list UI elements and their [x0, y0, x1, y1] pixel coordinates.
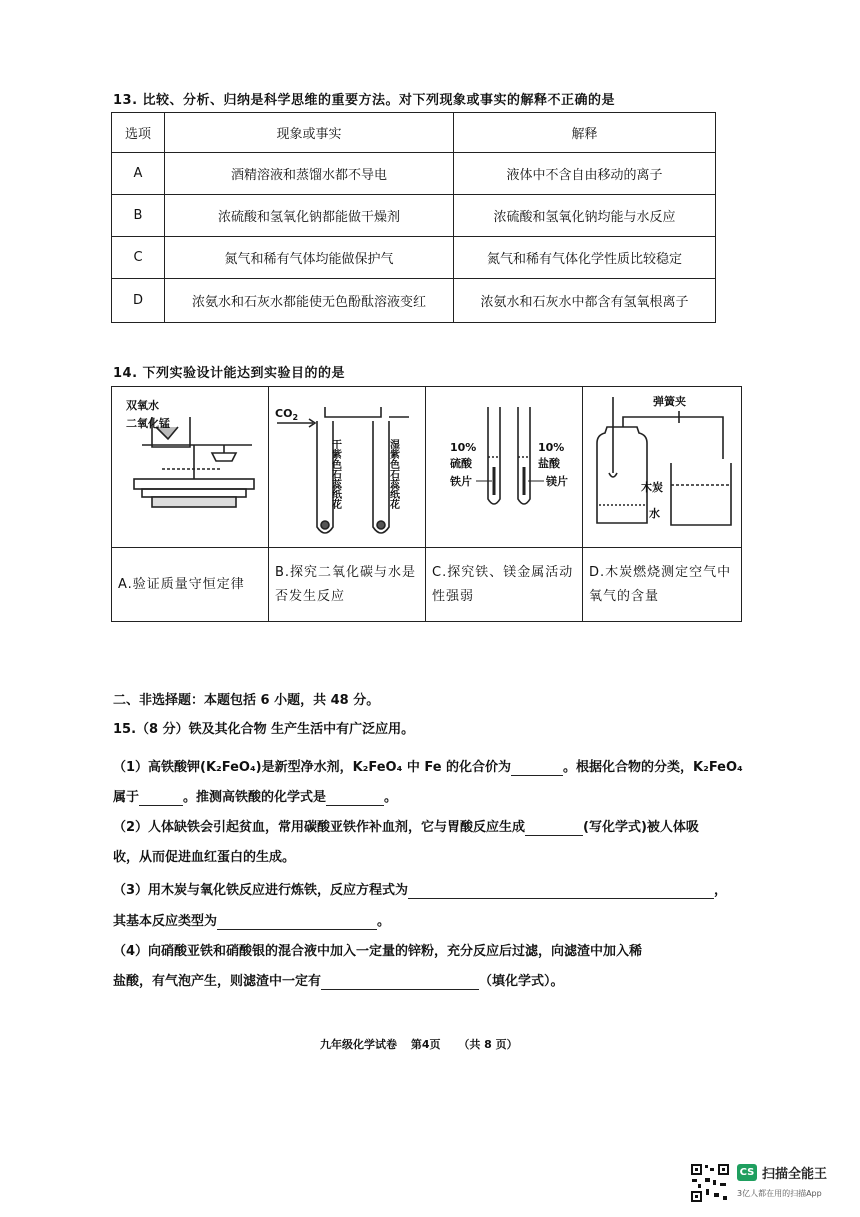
figure-a-cell — [112, 387, 269, 548]
section-heading: 二、非选择题：本题包括 6 小题，共 48 分。 — [113, 693, 380, 708]
answer-blank[interactable] — [217, 917, 377, 930]
answer-blank[interactable] — [511, 763, 563, 776]
label-hydrochloric-acid: 盐酸 — [538, 457, 560, 470]
scanner-tagline: 3亿人都在用的扫描App — [737, 1189, 822, 1198]
label-spring-clip: 弹簧夹 — [653, 395, 686, 408]
q13-table — [111, 112, 716, 323]
label-charcoal: 木炭 — [641, 481, 663, 494]
qr-code-icon — [690, 1163, 730, 1203]
answer-blank[interactable] — [408, 886, 714, 899]
table-row — [112, 279, 716, 323]
header-option: 选项 — [112, 113, 165, 153]
acid-tubes-diagram — [426, 387, 582, 543]
header-reason: 解释 — [454, 113, 716, 153]
label-wet-litmus: 湿紫色石蕊纸花 — [387, 439, 399, 509]
q15-part2-line1 — [113, 820, 699, 836]
co2-tubes-diagram — [269, 387, 425, 543]
scanner-logo-icon: CS — [737, 1164, 757, 1181]
answer-blank[interactable] — [321, 977, 479, 990]
caption-b: B.探究二氧化碳与水是否发生反应 — [269, 548, 426, 622]
p1-text-d: 。推测高铁酸的化学式是 — [183, 790, 327, 805]
label-co2: $CO_2$ — [275, 407, 299, 422]
answer-blank[interactable] — [525, 823, 583, 836]
label-dry-litmus: 干紫色石蕊纸花 — [329, 439, 341, 509]
footer-subject: 九年级化学试卷 — [320, 1038, 397, 1051]
q15-part4-line1: （4）向硝酸亚铁和硝酸银的混合液中加入一定量的锌粉，充分反应后过滤，向滤渣中加入稀 — [113, 944, 643, 959]
row-option: D — [112, 279, 165, 323]
row-option: C — [112, 237, 165, 279]
table-row — [112, 195, 716, 237]
label-sulfuric-acid: 硫酸 — [450, 457, 472, 470]
p3-text-b: ， — [714, 883, 728, 898]
row-fact: 酒精溶液和蒸馏水都不导电 — [165, 153, 454, 195]
balance-diagram — [112, 387, 268, 543]
q15-part2-line2: 收，从而促进血红蛋白的生成。 — [113, 850, 296, 865]
q14-table — [111, 386, 742, 622]
row-option: A — [112, 153, 165, 195]
q13-title: 13. 比较、分析、归纳是科学思维的重要方法。对下列现象或事实的解释不正确的是 — [113, 93, 616, 108]
p1-text-b: 。根据化合物的分类，K₂FeO₄ — [563, 760, 743, 775]
p1-text-c: 属于 — [113, 790, 140, 805]
p3-text-a: （3）用木炭与氧化铁反应进行炼铁，反应方程式为 — [113, 883, 409, 898]
label-right-percent: 10% — [538, 441, 565, 454]
label-hydrogen-peroxide: 双氧水 — [126, 399, 159, 412]
q15-part4-line2 — [113, 974, 564, 990]
scanner-app-name: 扫描全能王 — [762, 1167, 828, 1182]
q15-title: 15.（8 分）铁及其化合物 生产生活中有广泛应用。 — [113, 722, 415, 737]
figure-d-cell — [583, 387, 742, 548]
p4-text-c: （填化学式）。 — [479, 974, 564, 989]
p1-text-e: 。 — [384, 790, 398, 805]
row-fact: 浓硫酸和氢氧化钠都能做干燥剂 — [165, 195, 454, 237]
answer-blank[interactable] — [139, 793, 183, 806]
table-row — [112, 237, 716, 279]
p2-text-a: （2）人体缺铁会引起贫血，常用碳酸亚铁作补血剂，它与胃酸反应生成 — [113, 820, 526, 835]
label-magnesium-piece: 镁片 — [546, 475, 568, 488]
p4-text-b: 盐酸，有气泡产生，则滤渣中一定有 — [113, 974, 322, 989]
label-iron-piece: 铁片 — [450, 475, 472, 488]
row-reason: 浓硫酸和氢氧化钠均能与水反应 — [454, 195, 716, 237]
caption-d: D.木炭燃烧测定空气中氧气的含量 — [583, 548, 742, 622]
table-row — [112, 153, 716, 195]
p2-text-b: (写化学式)被人体吸 — [583, 820, 699, 835]
label-manganese-dioxide: 二氧化锰 — [126, 417, 170, 430]
row-fact: 氮气和稀有气体均能做保护气 — [165, 237, 454, 279]
q15-part1-line1 — [113, 760, 743, 776]
q15-part1-line2 — [113, 790, 397, 806]
q14-title: 14. 下列实验设计能达到实验目的的是 — [113, 366, 346, 381]
row-reason: 液体中不含自由移动的离子 — [454, 153, 716, 195]
caption-a: A.验证质量守恒定律 — [112, 548, 269, 622]
row-reason: 浓氨水和石灰水中都含有氢氧根离子 — [454, 279, 716, 323]
row-reason: 氮气和稀有气体化学性质比较稳定 — [454, 237, 716, 279]
caption-c: C.探究铁、镁金属活动性强弱 — [426, 548, 583, 622]
p3-text-d: 。 — [377, 914, 391, 929]
label-water: 水 — [649, 507, 660, 520]
row-fact: 浓氨水和石灰水都能使无色酚酞溶液变红 — [165, 279, 454, 323]
row-option: B — [112, 195, 165, 237]
p1-text-a: （1）高铁酸钾(K₂FeO₄)是新型净水剂，K₂FeO₄ 中 Fe 的化合价为 — [113, 760, 512, 775]
footer-page: 第4页 — [410, 1038, 441, 1051]
combustion-diagram — [583, 387, 741, 543]
footer-total: （共 8 页） — [458, 1038, 518, 1051]
q15-part3-line2 — [113, 914, 390, 930]
label-left-percent: 10% — [450, 441, 477, 454]
figure-c-cell — [426, 387, 583, 548]
page-footer — [320, 1036, 518, 1052]
table-header-row — [112, 113, 716, 153]
header-fact: 现象或事实 — [165, 113, 454, 153]
q15-part3-line1 — [113, 883, 727, 899]
figure-b-cell — [269, 387, 426, 548]
answer-blank[interactable] — [326, 793, 384, 806]
p3-text-c: 其基本反应类型为 — [113, 914, 218, 929]
